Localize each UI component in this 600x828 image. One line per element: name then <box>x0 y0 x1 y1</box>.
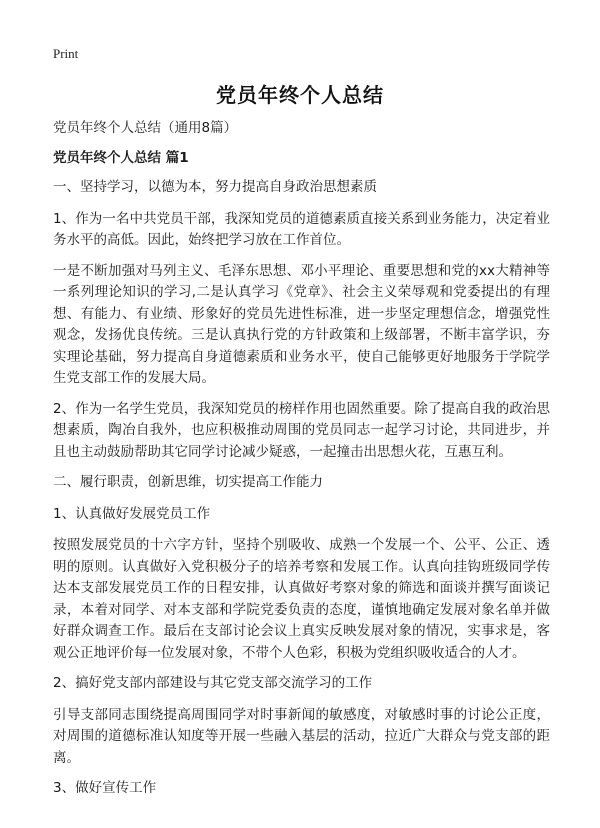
paragraph-subheading: 1、认真做好发展党员工作 <box>53 505 211 522</box>
document-body <box>53 117 550 810</box>
paragraph-heading-1: 一、坚持学习，以德为本，努力提高自身政治思想素质 <box>53 179 377 195</box>
paragraph-subheading: 3、做好宣传工作 <box>53 780 157 796</box>
paragraph: 按照发展党员的十六字方针，坚持个别吸收、成熟一个发展一个、公平、公正、透明的原则。认真做好入党积极分子的培养考察和发展工作。认真向挂钩班级同学传达本支部发展党员工作的日程安排，认真做好考察对象的筛选和面谈并撰写面谈记录，本着对同学、对本支部和学院党委负责的态度，谨慎地确定发展对象名单并做好群众调查工作。最后在支部讨论会议上真实反映发展对象的情况，实事求是，客观公正地评价每一位发展对象，不带个人色彩，积极为党组织吸收适合的人才。 <box>53 537 550 661</box>
section-heading: 党员年终个人总结 篇1 <box>53 150 189 166</box>
paragraph: 引导支部同志围绕提高周围同学对时事新闻的敏感度，对敏感时事的讨论公正度，对周围的道德标准认知度等开展一些融入基层的活动，拉近广大群众与党支部的距离。 <box>53 706 550 766</box>
paragraph-heading-2: 二、履行职责，创新思维，切实提高工作能力 <box>53 474 323 490</box>
paragraph-subheading: 2、搞好党支部内部建设与其它党支部交流学习的工作 <box>53 675 373 691</box>
paragraph: 1、作为一名中共党员干部，我深知党员的道德素质直接关系到业务能力，决定着业务水平的高低。因此，始终把学习放在工作首位。 <box>53 210 550 248</box>
paragraph: 2、作为一名学生党员，我深知党员的榜样作用也固然重要。除了提高自我的政治思想素质，陶冶自我外，也应积极推动周围的党员同志一起学习讨论，共同进步，并且也主动鼓励帮助其它同学讨论减少疑惑，一起撞击出思想火花，互惠互利。 <box>53 400 550 460</box>
page-title: 党员年终个人总结 <box>216 83 384 107</box>
print-link[interactable]: Print <box>53 46 79 61</box>
document-subtitle: 党员年终个人总结（通用8篇） <box>53 120 238 136</box>
paragraph: 一是不断加强对马列主义、毛泽东思想、邓小平理论、重要思想和党的xx大精神等一系列理论知识的学习,二是认真学习《党章》、社会主义荣辱观和党委提出的有理想、有能力、有业绩、形象好的党员先进性标准，进一步坚定理想信念，增强党性观念，发扬优良传统。三是认真执行党的方针政策和上级部署，不断丰富学识，夯实理论基础，努力提高自身道德素质和业务水平，使自己能够更好地服务于学院学生党支部工作的发展大局。 <box>53 262 550 386</box>
